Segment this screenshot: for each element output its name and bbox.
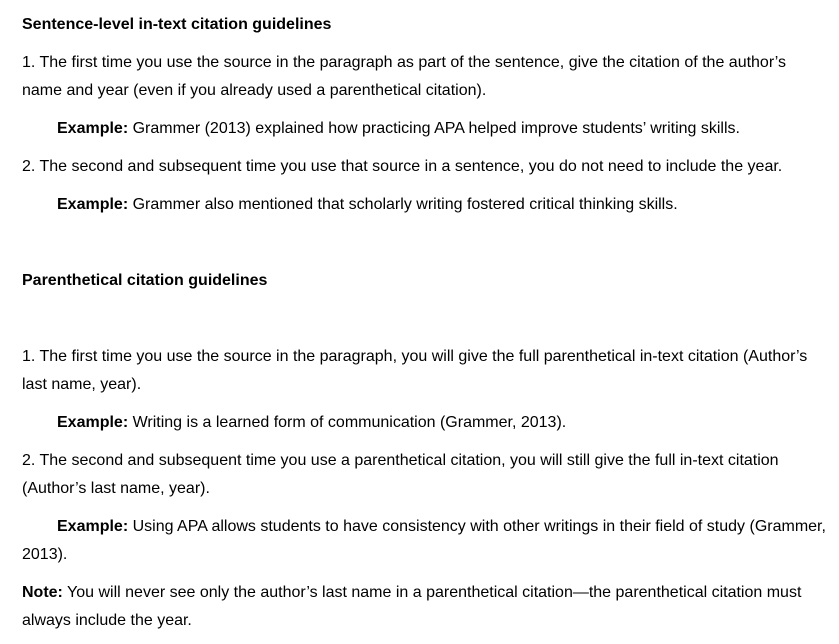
sentence-example-2 bbox=[57, 195, 678, 215]
note-line-1 bbox=[22, 583, 801, 603]
example-text: Grammer (2013) explained how practicing APA helped improve students’ writing skills. bbox=[128, 120, 740, 137]
note-text: You will never see only the author’s last name in a parenthetical citation—the parenthetical citation must bbox=[62, 584, 802, 601]
sentence-example-1 bbox=[57, 119, 740, 139]
example-text: Using APA allows students to have consistency with other writings in their field of study (Grammer, bbox=[128, 518, 826, 535]
section-heading-parenthetical: Parenthetical citation guidelines bbox=[22, 272, 268, 289]
parenthetical-item-1-line-2: last name, year). bbox=[22, 376, 142, 393]
note-line-2: always include the year. bbox=[22, 612, 192, 629]
parenthetical-example-1 bbox=[57, 413, 566, 433]
example-label: Example: bbox=[57, 414, 129, 431]
parenthetical-item-1-line-1: 1. The first time you use the source in the paragraph, you will give the full parenthetical in-text citation (Author’s bbox=[22, 348, 808, 365]
sentence-item-1-line-1: 1. The first time you use the source in the paragraph as part of the sentence, give the citation of the author’s bbox=[22, 54, 787, 71]
parenthetical-item-2-line-1: 2. The second and subsequent time you use a parenthetical citation, you will still give the full in-text citation bbox=[22, 452, 779, 469]
sentence-item-1-line-2: name and year (even if you already used a parenthetical citation). bbox=[22, 82, 487, 99]
example-label: Example: bbox=[57, 518, 129, 535]
parenthetical-example-2-line-1 bbox=[57, 517, 826, 537]
section-heading-sentence-level: Sentence-level in-text citation guidelines bbox=[22, 16, 332, 33]
example-text: Grammer also mentioned that scholarly writing fostered critical thinking skills. bbox=[128, 196, 678, 213]
note-label: Note: bbox=[22, 584, 63, 601]
parenthetical-example-2-line-2: 2013). bbox=[22, 546, 68, 563]
example-text: Writing is a learned form of communication (Grammer, 2013). bbox=[128, 414, 567, 431]
example-label: Example: bbox=[57, 120, 129, 137]
sentence-item-2-line-1: 2. The second and subsequent time you use that source in a sentence, you do not need to include the year. bbox=[22, 158, 783, 175]
parenthetical-item-2-line-2: (Author’s last name, year). bbox=[22, 480, 210, 497]
example-label: Example: bbox=[57, 196, 129, 213]
